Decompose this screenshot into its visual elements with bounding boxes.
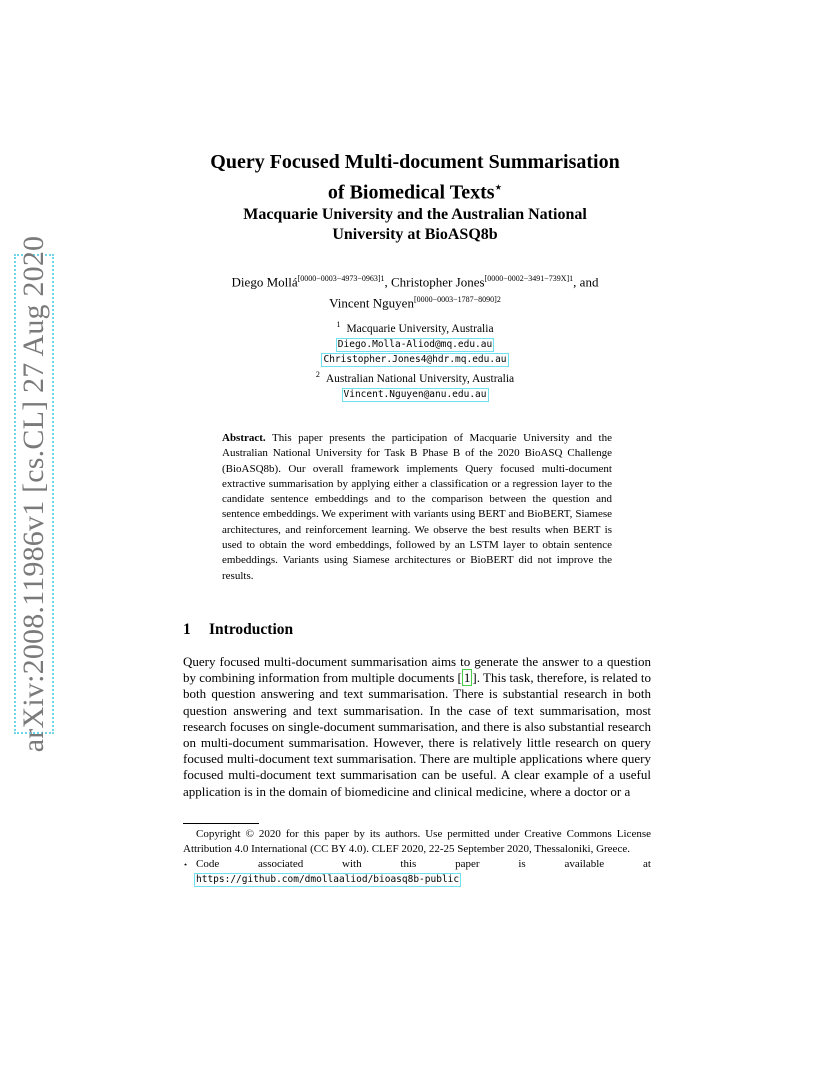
email-link-2[interactable]: Christopher.Jones4@hdr.mq.edu.au [323,353,507,365]
title-line-2 [140,175,690,206]
author-2-name: , Christopher Jones [384,274,485,290]
code-footnote-word: with [342,858,362,870]
affiliation-1-mark: 1 [336,320,341,329]
code-footnote-word: is [518,858,526,870]
section-heading [183,621,293,639]
affiliation-2-name: Australian National University, Australia [325,372,515,385]
section-title: Introduction [209,621,294,638]
code-footnote-word: Code [196,858,220,870]
affiliation-1 [140,317,690,337]
code-footnote-word: this [400,858,417,870]
abstract-label: Abstract. [222,432,266,444]
code-footnote-words [196,857,651,872]
citation-link[interactable]: 1 [463,670,471,686]
footnote-rule [183,823,259,824]
subtitle-line-2: University at BioASQ8b [332,226,498,243]
github-url-link[interactable]: https://github.com/dmollaaliod/bioasq8b-public [196,874,460,885]
code-footnote-word: at [642,858,651,870]
footnote-star-mark: ⋆ [183,860,189,869]
title-line-2-text: of Biomedical Texts [327,181,495,204]
arxiv-identifier[interactable]: arXiv:2008.11986v1 [cs.CL] 27 Aug 2020 [17,235,50,753]
author-3-name: Vincent Nguyen [329,295,414,311]
code-footnote [183,857,651,887]
affiliation-1-name: Macquarie University, Australia [346,322,494,335]
copyright-footnote: Copyright © 2020 for this paper by its authors. Use permitted under Creative Commons License Attribution 4.0 International (CC BY 4.0). CLEF 2020, 22-25 September 2020, Thessaloniki, Greece. [183,828,651,855]
code-footnote-word: associated [258,858,304,870]
author-2-orcid[interactable]: [0000−0002−3491−739X]1 [484,274,574,283]
section-number: 1 [183,621,191,638]
author-1-orcid[interactable]: [0000−0003−4973−0963]1 [297,274,385,283]
footnotes [183,827,651,887]
code-footnote-word: available [564,858,605,870]
author-line-1 [140,270,690,291]
title-footnote-star: ⋆ [494,180,503,194]
affiliations [140,317,690,402]
abstract [222,431,612,584]
intro-text-after-cite: ]. This task, therefore, is related to both question answering and text summarisation. There is substantial research in both question answering and text summarisation. In the case of text summarisation, most research focuses on single-document summarisation, and there is also substantial research on multi-document summarisation. However, there is relatively little research on query focused multi-document text summarisation. There are multiple applications where query focused multi-document text summarisation can be useful. A clear example of a useful application is in the domain of biomedicine and clinical medicine, where a doctor or a [183,670,651,799]
email-link-3[interactable]: Vincent.Nguyen@anu.edu.au [343,388,487,400]
intro-text-before-cite: Query focused multi-document summarisation aims to generate the answer to a question by combining information from multiple documents [ [183,654,651,686]
affiliation-2-mark: 2 [315,369,320,379]
author-line-2 [140,291,690,312]
affiliation-2 [140,367,690,387]
code-footnote-word: paper [455,858,480,870]
author-list [140,270,690,313]
author-1-name: Diego Mollá [231,274,298,290]
subtitle-line-1: Macquarie University and the Australian National [243,206,587,223]
author-and: , and [573,274,599,290]
paper-subtitle [140,205,690,245]
abstract-text: This paper presents the participation of Macquarie University and the Australian National University for Task B Phase B of the 2020 BioASQ Challenge (BioASQ8b). Our overall framework implements Query focused multi-document extractive summarisation by applying either a classification or a regression layer to the candidate sentence embeddings and to the comparison between the question and sentence embeddings. We experiment with variants using BERT and BioBERT, Siamese architectures, and reinforcement learning. We observe the best results when BERT is used to obtain the word embeddings, followed by an LSTM layer to obtain sentence embeddings. Variants using Siamese architectures or BioBERT did not improve the results. [222,432,612,582]
author-3-orcid[interactable]: [0000−0003−1787−8090]2 [413,295,501,305]
email-link-1[interactable]: Diego.Molla-Aliod@mq.edu.au [337,338,493,350]
introduction-paragraph [183,654,651,800]
title-line-1: Query Focused Multi-document Summarisation [210,151,620,173]
paper-title [140,150,690,206]
